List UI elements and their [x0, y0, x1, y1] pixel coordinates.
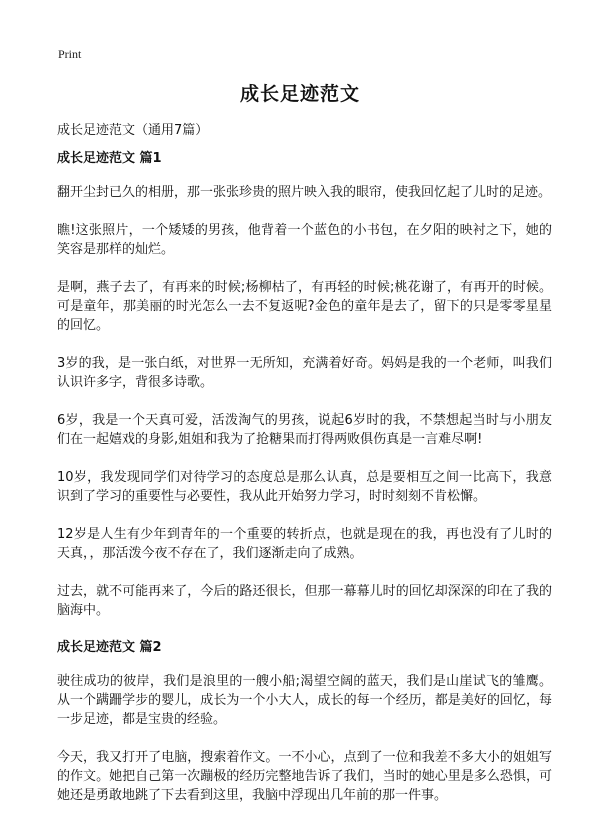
section-heading: 成长足迹范文 篇1 [57, 151, 162, 166]
document-content [57, 150, 552, 824]
page-title: 成长足迹范文 [239, 83, 360, 105]
paragraph: 3岁的我，是一张白纸，对世界一无所知，充满着好奇。妈妈是我的一个老师，叫我们认识许多字，背很多诗歌。 [57, 356, 552, 390]
paragraph: 10岁，我发现同学们对待学习的态度总是那么认真，总是要相互之间一比高下，我意识到了学习的重要性与必要性，我从此开始努力学习，时时刻刻不肯松懈。 [57, 470, 552, 504]
page-subtitle: 成长足迹范文（通用7篇） [57, 123, 209, 138]
paragraph: 翻开尘封已久的相册，那一张张珍贵的照片映入我的眼帘，使我回忆起了儿时的足迹。 [57, 185, 552, 200]
paragraph: 驶往成功的彼岸，我们是浪里的一艘小船;渴望空阔的蓝天，我们是山崖试飞的雏鹰。从一个蹒跚学步的婴儿，成长为一个小大人，成长的每一个经历，都是美好的回忆，每一步足迹，都是宝贵的经验。 [57, 674, 552, 727]
section-1 [57, 150, 552, 620]
section-heading: 成长足迹范文 篇2 [57, 640, 162, 655]
paragraph: 12岁是人生有少年到青年的一个重要的转折点，也就是现在的我，再也没有了儿时的天真，，那活泼今夜不存在了，我们逐渐走向了成熟。 [57, 527, 552, 561]
paragraph: 是啊，燕子去了，有再来的时候;杨柳枯了，有再轻的时候;桃花谢了，有再开的时候。可是童年，那美丽的时光怎么一去不复返呢?金色的童年是去了，留下的只是零零星星的回忆。 [57, 280, 552, 333]
paragraph: 6岁，我是一个天真可爱，活泼淘气的男孩，说起6岁时的我，不禁想起当时与小朋友们在一起嬉戏的身影,姐姐和我为了抢糖果而打得两败俱伤真是一言难尽啊! [57, 413, 552, 447]
paragraph: 过去，就不可能再来了，今后的路还很长，但那一幕幕儿时的回忆却深深的印在了我的脑海中。 [57, 584, 552, 618]
paragraph: 瞧!这张照片，一个矮矮的男孩，他背着一个蓝色的小书包，在夕阳的映衬之下，她的笑容是那样的灿烂。 [57, 223, 552, 257]
print-label: Print [58, 47, 82, 61]
section-2 [57, 639, 552, 805]
paragraph: 今天，我又打开了电脑，搜索着作文。一不小心，点到了一位和我差不多大小的姐姐写的作文。她把自己第一次蹦极的经历完整地告诉了我们，当时的她心里是多么恐惧，可她还是勇敢地跳了下去看到这里，我脑中浮现出几年前的那一件事。 [57, 750, 552, 803]
